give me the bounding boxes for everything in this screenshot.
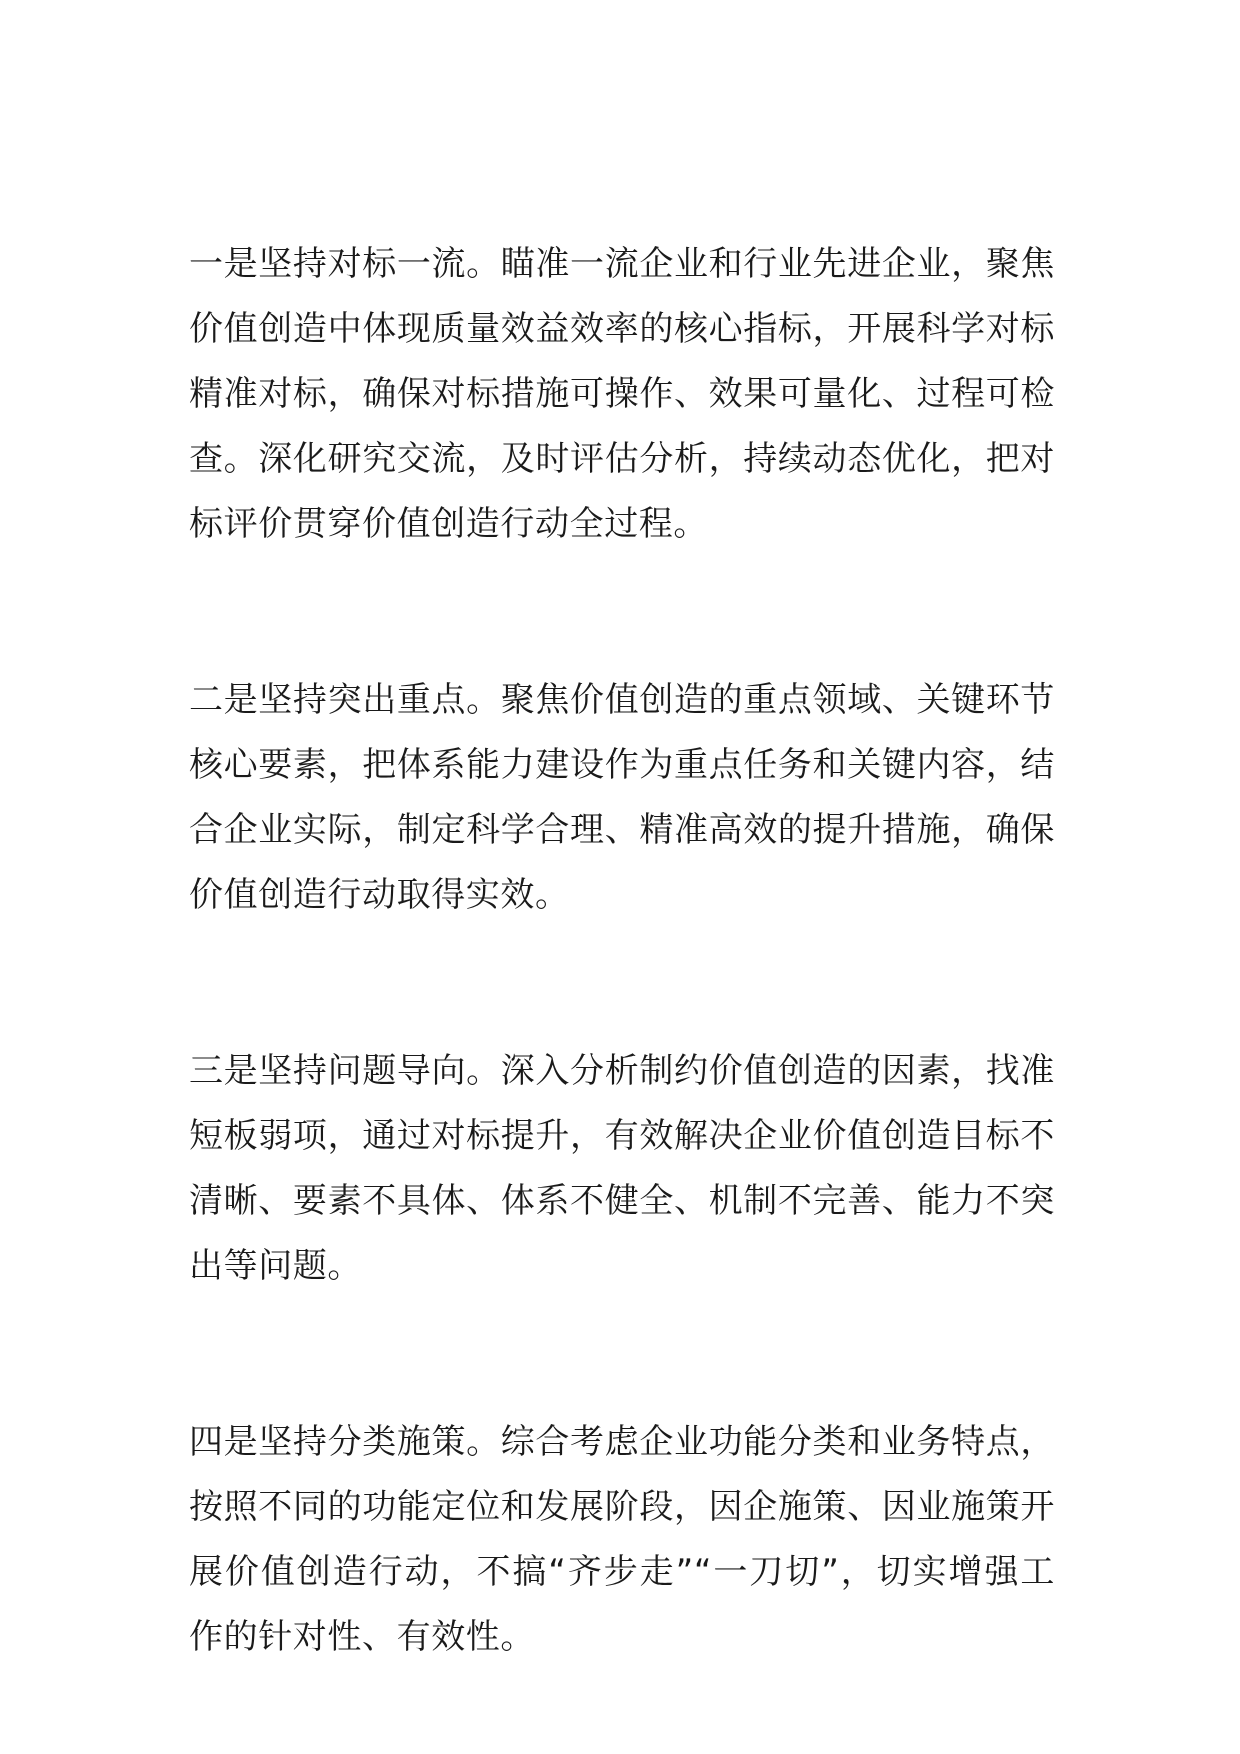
paragraph-problem-orientation: 三是坚持问题导向。深入分析制约价值创造的因素，找准短板弱项，通过对标提升，有效解决企业价值创造目标不清晰、要素不具体、体系不健全、机制不完善、能力不突出等问题。	[189, 1051, 1055, 1286]
paragraph-benchmarking: 一是坚持对标一流。瞄准一流企业和行业先进企业，聚焦价值创造中体现质量效益效率的核心指标，开展科学对标精准对标，确保对标措施可操作、效果可量化、过程可检查。深化研究交流，及时评估分析，持续动态优化，把对标评价贯穿价值创造行动全过程。	[189, 244, 1055, 544]
paragraph-classified-policy: 四是坚持分类施策。综合考虑企业功能分类和业务特点，按照不同的功能定位和发展阶段，因企施策、因业施策开展价值创造行动，不搞“齐步走”“一刀切”，切实增强工作的针对性、有效性。	[189, 1422, 1055, 1657]
paragraph-key-focus: 二是坚持突出重点。聚焦价值创造的重点领域、关键环节核心要素，把体系能力建设作为重点任务和关键内容，结合企业实际，制定科学合理、精准高效的提升措施，确保价值创造行动取得实效。	[189, 680, 1055, 915]
document-body	[189, 232, 1055, 1670]
